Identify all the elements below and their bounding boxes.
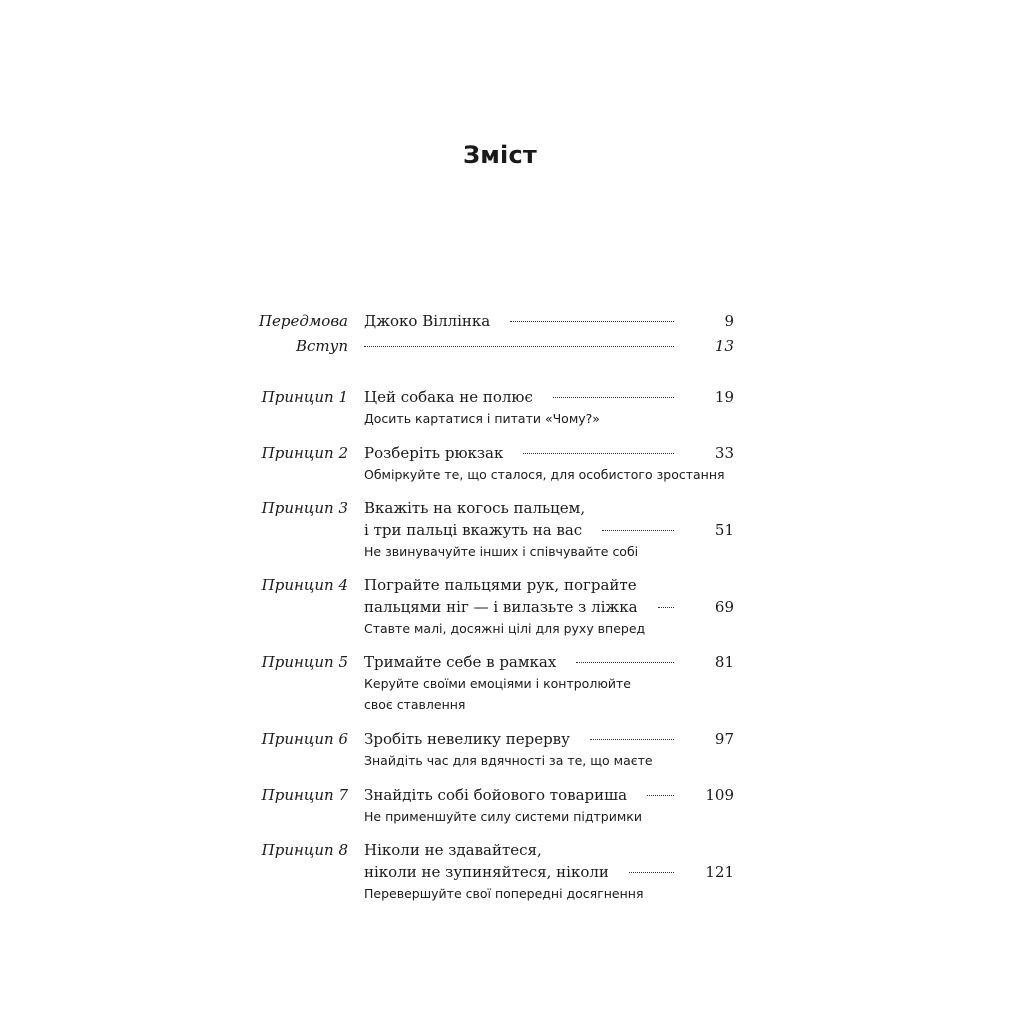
toc-entry-title: Вкажіть на когось пальцем, (364, 499, 586, 517)
toc-entry-label: Принцип 6 (261, 730, 348, 748)
toc-entry-subtitle: своє ставлення (364, 697, 466, 712)
dot-leader (647, 795, 674, 796)
toc-entry-subtitle: Не звинувачуйте інших і співчувайте собі (364, 544, 639, 559)
toc-entry-title: Джоко Віллінка (364, 312, 491, 330)
toc-entry-title: Ніколи не здавайтеся, (364, 841, 542, 859)
dot-leader (553, 397, 674, 398)
toc-entry-label: Передмова (258, 312, 348, 330)
page-number: 19 (714, 388, 734, 406)
dot-leader (658, 607, 674, 608)
toc-entry-title: Тримайте себе в рамках (364, 653, 557, 671)
toc-entry-label: Вступ (295, 337, 348, 355)
page-number: 13 (714, 337, 734, 355)
toc-entry-title: Пограйте пальцями рук, пограйте (364, 576, 637, 594)
toc-entry-title: Цей собака не полює (364, 388, 533, 406)
toc-entry-label: Принцип 7 (261, 786, 348, 804)
toc-entry-subtitle: Керуйте своїми емоціями і контролюйте (364, 676, 631, 691)
page-number: 97 (714, 730, 734, 748)
page-number: 9 (724, 312, 734, 330)
toc-entry-title: Знайдіть собі бойового товариша (364, 786, 628, 804)
toc-entry-title: і три пальці вкажуть на вас (364, 521, 583, 539)
toc-entry-label: Принцип 4 (261, 576, 348, 594)
toc-entry-subtitle: Ставте малі, досяжні цілі для руху вперед (364, 621, 646, 636)
dot-leader (590, 739, 674, 740)
dot-leader (364, 346, 674, 347)
dot-leader (629, 872, 674, 873)
dot-leader (523, 453, 674, 454)
toc-entry-title: ніколи не зупиняйтеся, ніколи (364, 863, 609, 881)
page-number: 51 (714, 521, 734, 539)
toc-entry-subtitle: Обміркуйте те, що сталося, для особистого зростання (364, 467, 725, 482)
dot-leader (602, 530, 674, 531)
page-number: 121 (705, 863, 734, 881)
page-number: 109 (705, 786, 734, 804)
toc-entry-title: Зробіть невелику перерву (364, 730, 570, 748)
page-number: 69 (714, 598, 734, 616)
toc-entry-subtitle: Досить картатися і питати «Чому?» (364, 411, 600, 426)
toc-entry-label: Принцип 2 (261, 444, 348, 462)
toc-entry-subtitle: Перевершуйте свої попередні досягнення (364, 886, 644, 901)
toc-entry-title: Розберіть рюкзак (364, 444, 504, 462)
toc-entry-subtitle: Не применшуйте силу системи підтримки (364, 809, 642, 824)
page-number: 33 (714, 444, 734, 462)
toc-entry-subtitle: Знайдіть час для вдячності за те, що маєте (364, 753, 653, 768)
page-title: Зміст (462, 141, 538, 169)
toc-entry-label: Принцип 5 (261, 653, 348, 671)
dot-leader (510, 321, 674, 322)
toc-entry-label: Принцип 1 (261, 388, 348, 406)
page-number: 81 (714, 653, 734, 671)
toc-entry-label: Принцип 3 (261, 499, 348, 517)
toc-entry-title: пальцями ніг — і вилазьте з ліжка (364, 598, 638, 616)
dot-leader (576, 662, 674, 663)
toc-entry-label: Принцип 8 (261, 841, 348, 859)
